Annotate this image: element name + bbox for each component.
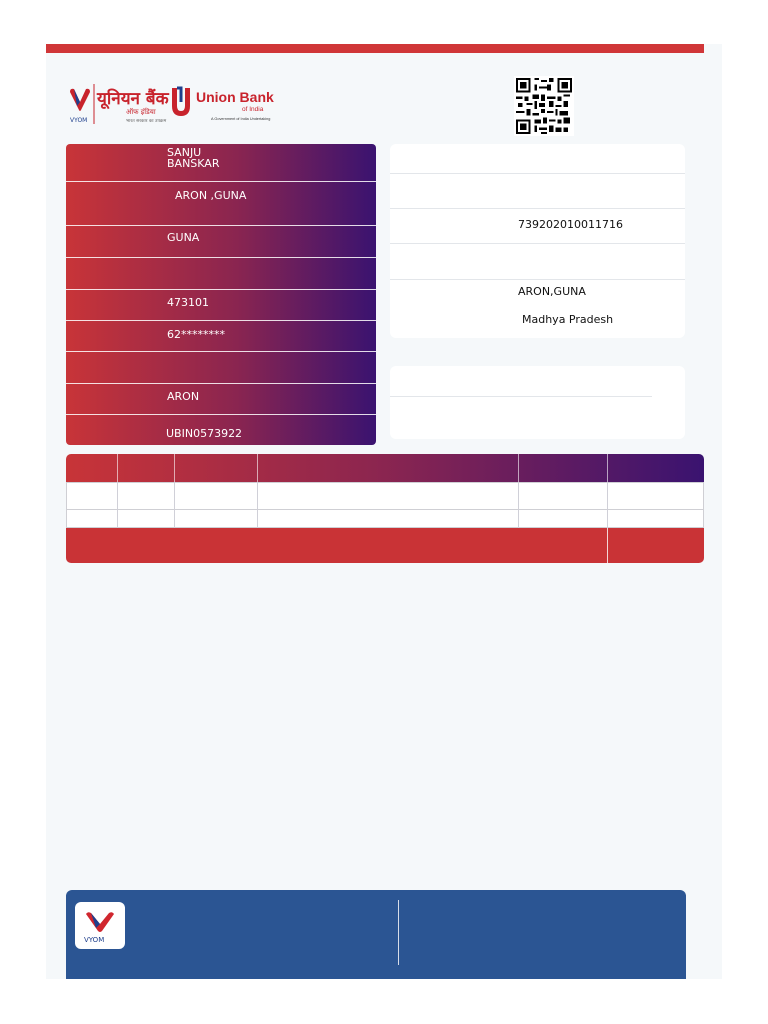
summary-box: [390, 366, 685, 439]
customer-address: ARON ,GUNA: [175, 189, 247, 202]
customer-name-line1: SANJU: [167, 146, 202, 159]
table-row: [66, 482, 704, 510]
table-header: [66, 454, 704, 482]
table-total-row: [66, 528, 704, 563]
customer-pincode-row: [66, 290, 376, 321]
customer-name-line2: BANSKAR: [167, 157, 220, 170]
customer-info-panel: [66, 144, 376, 445]
divider: [390, 396, 652, 397]
divider: [390, 279, 685, 280]
svg-text:of India: of India: [242, 106, 264, 113]
logo-graphic: [68, 80, 278, 130]
divider: [390, 243, 685, 244]
footer-bar: [66, 890, 686, 979]
customer-empty-row-2: [66, 352, 376, 384]
customer-pincode: 473101: [167, 296, 209, 309]
svg-text:VYOM: VYOM: [84, 936, 105, 944]
customer-empty-row: [66, 258, 376, 290]
statement-page: [46, 44, 722, 979]
customer-mobile: 62********: [167, 328, 225, 341]
divider: [390, 173, 685, 174]
union-bank-logo: [68, 80, 278, 130]
branch-name: ARON: [167, 390, 200, 403]
customer-mobile-row: [66, 321, 376, 352]
svg-text:ऑफ इंडिया: ऑफ इंडिया: [126, 108, 156, 116]
branch-row: [66, 384, 376, 415]
svg-text:VYOM: VYOM: [70, 117, 88, 124]
vyom-app-logo: [75, 902, 125, 949]
customer-address-row: [66, 182, 376, 226]
svg-text:यूनियन बैंक: यूनियन बैंक: [97, 89, 169, 109]
customer-city-row: [66, 226, 376, 258]
customer-city: GUNA: [167, 231, 200, 244]
branch-state: Madhya Pradesh: [522, 313, 614, 326]
svg-text:Union Bank: Union Bank: [196, 89, 274, 105]
svg-text:भारत सरकार का उपक्रम: भारत सरकार का उपक्रम: [126, 119, 167, 124]
qr-code: [514, 76, 574, 136]
footer-divider: [398, 900, 399, 965]
branch-address: ARON,GUNA: [518, 285, 586, 298]
account-info-box: [390, 144, 685, 338]
ifsc-row: [66, 415, 376, 445]
divider: [390, 208, 685, 209]
ifsc-code: UBIN0573922: [166, 427, 243, 440]
account-number: 739202010011716: [518, 218, 623, 231]
customer-name-row: [66, 144, 376, 182]
svg-text:A Government of India Undertak: A Government of India Undertaking: [211, 117, 271, 121]
table-row: [66, 509, 704, 528]
top-accent-bar: [46, 44, 704, 53]
